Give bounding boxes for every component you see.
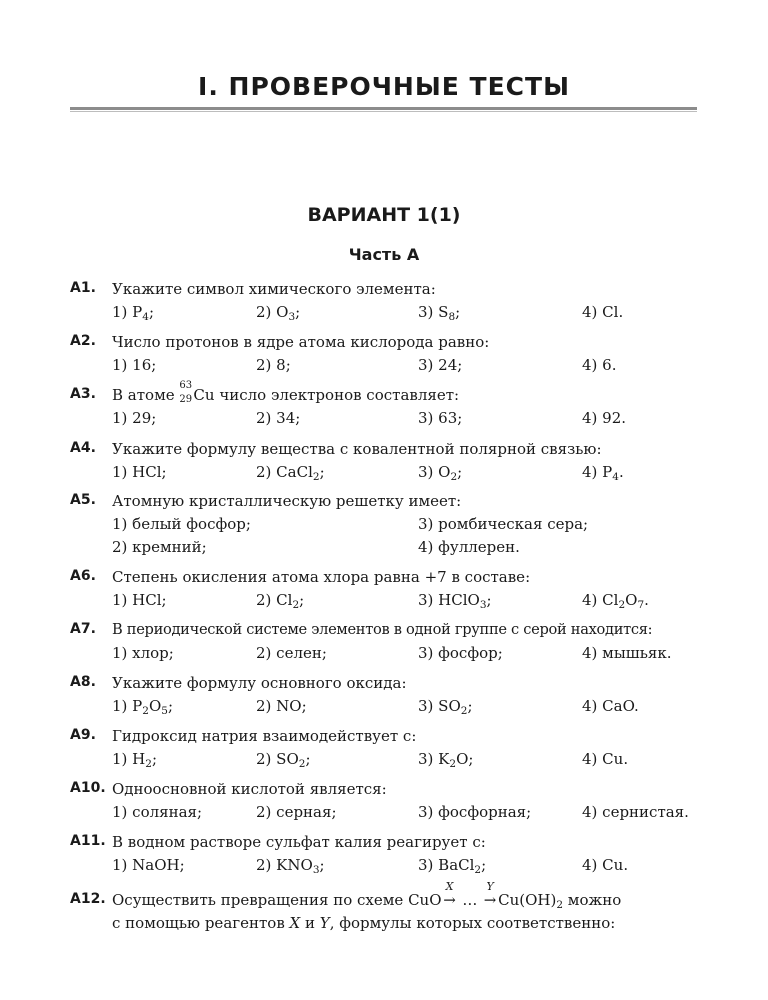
- question-number: А8.: [70, 674, 96, 690]
- answer-option-4: 4) $Cl_2O_7$.: [582, 591, 649, 611]
- answer-option-1: 1) 29;: [112, 409, 157, 427]
- question-text: В атоме 63 29 Cu число электронов составляет:: [112, 380, 460, 405]
- answer-option-3: 3) ромбическая сера;: [418, 515, 589, 533]
- answer-option-4: 4) $P_4$.: [582, 463, 624, 483]
- answer-option-2: 2) $SO_2$;: [256, 750, 311, 770]
- question-text: Атомную кристаллическую решетку имеет:: [112, 492, 462, 510]
- question-text: Степень окисления атома хлора равна +7 в составе:: [112, 568, 531, 586]
- question-number: А12.: [70, 891, 106, 907]
- title-rule-thin: [70, 111, 697, 112]
- question-text: Число протонов в ядре атома кислорода равно:: [112, 333, 490, 351]
- answer-option-3: 3) 24;: [418, 356, 463, 374]
- answer-option-2: 2) CaCl$_2$;: [256, 463, 325, 483]
- question-number: А6.: [70, 568, 96, 584]
- question-text: Осуществить превращения по схеме CuO X → … Y → $Cu(OH)_2$ можно: [112, 880, 622, 911]
- answer-option-3: 3) BaCl$_2$;: [418, 856, 487, 876]
- answer-option-2: 2) $KNO_3$;: [256, 856, 325, 876]
- answer-option-4: 4) Cu.: [582, 856, 629, 874]
- answer-option-3: 3) 63;: [418, 409, 463, 427]
- answer-option-1: 1) хлор;: [112, 644, 174, 662]
- question-number: А1.: [70, 280, 96, 296]
- answer-option-4: 4) 6.: [582, 356, 617, 374]
- answer-option-2: 2) серная;: [256, 803, 337, 821]
- question-text: Укажите формулу основного оксида:: [112, 674, 407, 692]
- variant-heading: ВАРИАНТ 1(1): [307, 204, 461, 226]
- page-title: I. ПРОВЕРОЧНЫЕ ТЕСТЫ: [198, 72, 570, 101]
- nuclide-notation: 63 29: [179, 380, 193, 405]
- question-number: А5.: [70, 492, 96, 508]
- answer-option-3: 3) фосфор;: [418, 644, 503, 662]
- question-number: А11.: [70, 833, 106, 849]
- question-text: В периодической системе элементов в одной группе с серой находится:: [112, 621, 653, 638]
- answer-option-3: 3) HClO$_3$;: [418, 591, 492, 611]
- answer-option-2: 2) $O_3$;: [256, 303, 301, 323]
- question-text: Гидроксид натрия взаимодействует с:: [112, 727, 417, 745]
- answer-option-2: 2) NO;: [256, 697, 307, 715]
- answer-option-3: 3) $K_2O$;: [418, 750, 474, 770]
- answer-option-4: 4) фуллерен.: [418, 538, 520, 556]
- answer-option-4: 4) 92.: [582, 409, 627, 427]
- answer-option-2: 2) кремний;: [112, 538, 207, 556]
- answer-option-4: 4) CaO.: [582, 697, 639, 715]
- question-number: А7.: [70, 621, 96, 637]
- title-rule: [70, 107, 697, 110]
- question-text: Одноосновной кислотой является:: [112, 780, 387, 798]
- question-number: А10.: [70, 780, 106, 796]
- answer-option-1: 1) $P_4$;: [112, 303, 155, 323]
- answer-option-4: 4) мышьяк.: [582, 644, 672, 662]
- answer-option-1: 1) NaOH;: [112, 856, 185, 874]
- answer-option-2: 2) $Cl_2$;: [256, 591, 305, 611]
- question-number: А4.: [70, 440, 96, 456]
- answer-option-1: 1) $H_2$;: [112, 750, 158, 770]
- answer-option-4: 4) Cl.: [582, 303, 624, 321]
- question-text: Укажите символ химического элемента:: [112, 280, 436, 298]
- question-text: В водном растворе сульфат калия реагирует с:: [112, 833, 486, 851]
- reaction-arrow-y: Y →: [483, 880, 497, 909]
- answer-option-3: 3) фосфорная;: [418, 803, 532, 821]
- answer-option-2: 2) 8;: [256, 356, 291, 374]
- question-number: А9.: [70, 727, 96, 743]
- answer-option-1: 1) HCl;: [112, 591, 167, 609]
- answer-option-4: 4) Cu.: [582, 750, 629, 768]
- answer-option-1: 1) соляная;: [112, 803, 203, 821]
- question-text: Укажите формулу вещества с ковалентной полярной связью:: [112, 440, 602, 458]
- answer-option-4: 4) сернистая.: [582, 803, 689, 821]
- answer-option-1: 1) белый фосфор;: [112, 515, 251, 533]
- part-heading: Часть А: [348, 245, 420, 264]
- answer-option-1: 1) 16;: [112, 356, 157, 374]
- question-number: А2.: [70, 333, 96, 349]
- answer-option-3: 3) $S_8$;: [418, 303, 461, 323]
- answer-option-1: 1) HCl;: [112, 463, 167, 481]
- reaction-arrow-x: X →: [443, 880, 456, 909]
- answer-option-2: 2) 34;: [256, 409, 301, 427]
- answer-option-2: 2) селен;: [256, 644, 327, 662]
- answer-option-1: 1) $P_2O_5$;: [112, 697, 174, 717]
- answer-option-3: 3) $O_2$;: [418, 463, 463, 483]
- question-text-line-2: с помощью реагентов X и Y, формулы которых соответственно:: [112, 914, 616, 932]
- answer-option-3: 3) $SO_2$;: [418, 697, 473, 717]
- question-number: А3.: [70, 386, 96, 402]
